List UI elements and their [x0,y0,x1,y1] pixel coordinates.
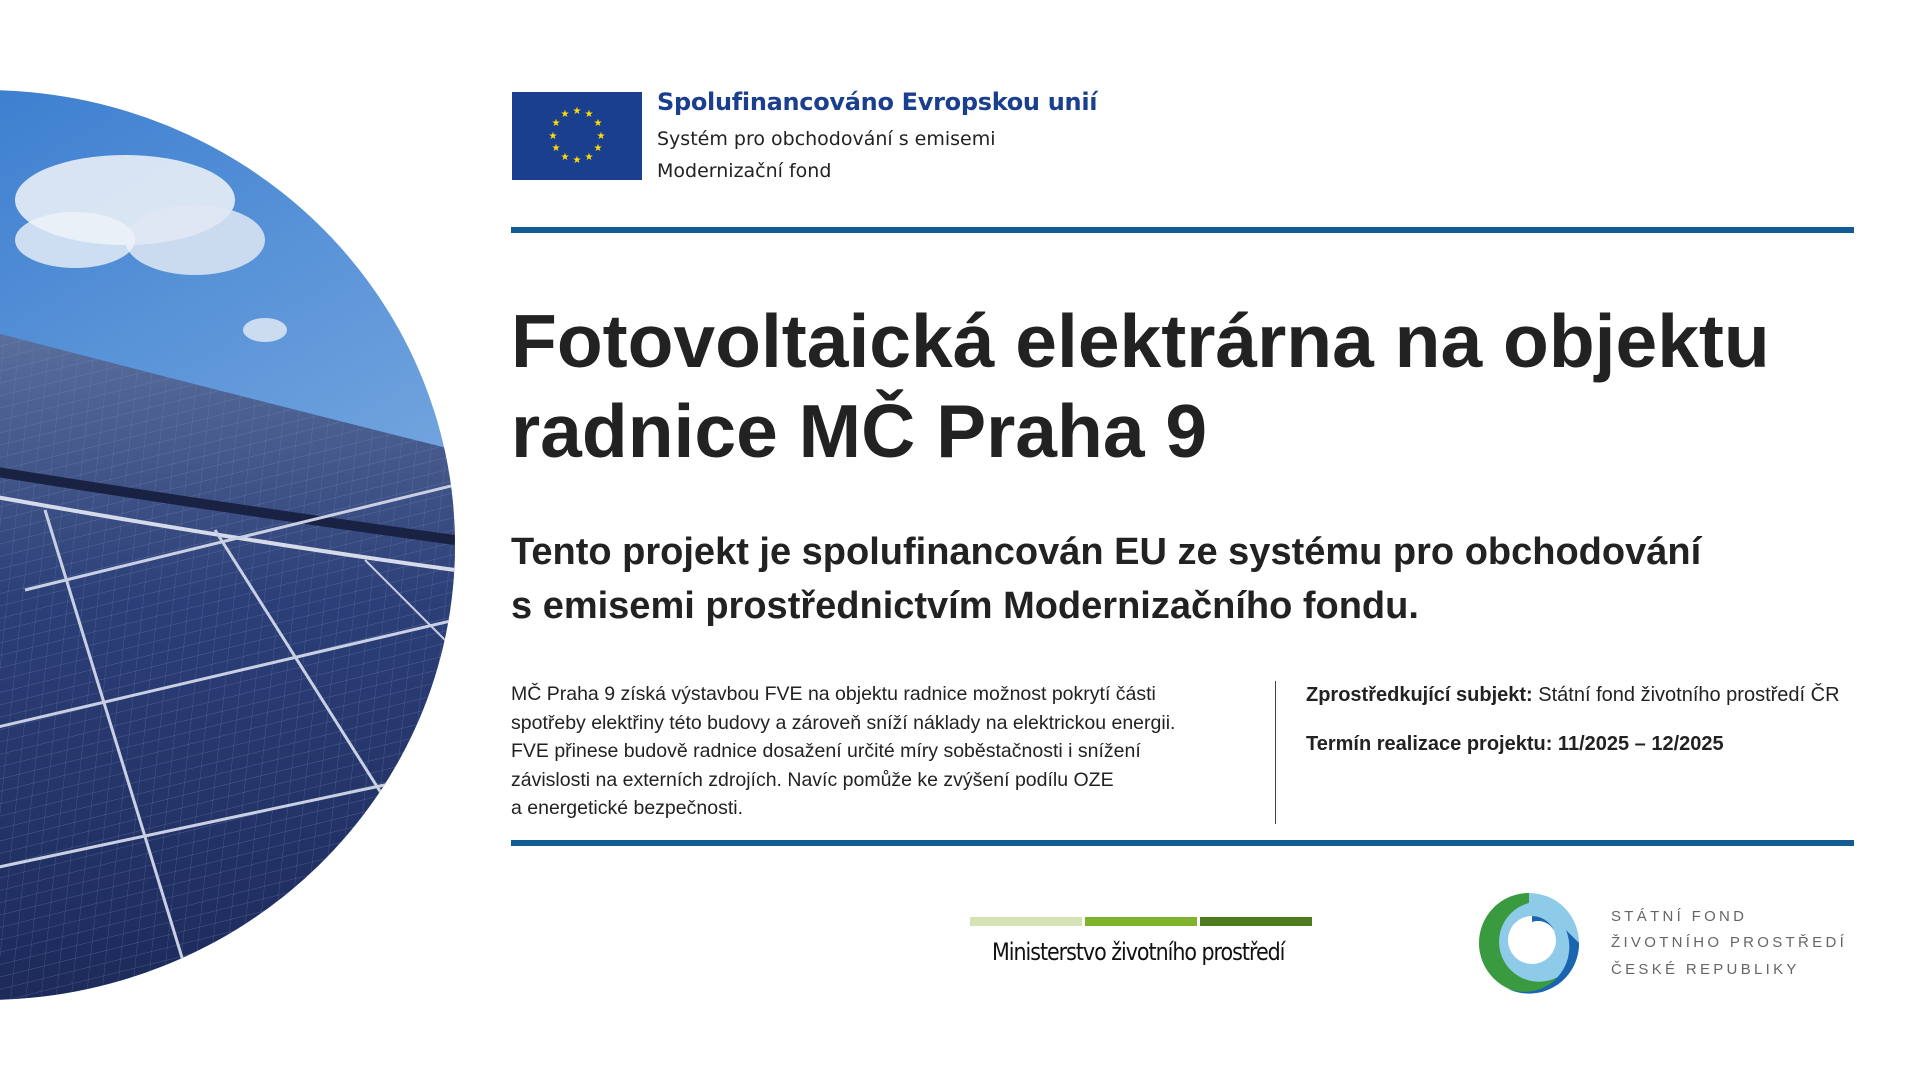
eu-program-line: Systém pro obchodování s emisemi [657,128,996,150]
sfzp-name-line1: STÁTNÍ FOND [1611,908,1748,925]
description-line2: spotřeby elektřiny této budovy a zároveň sníží náklady na elektrickou energii. [511,711,1176,734]
intermediary-value: Státní fond životního prostředí ČR [1538,684,1840,706]
svg-text:★: ★ [572,106,582,117]
svg-text:★: ★ [596,131,606,142]
solar-panels-photo [0,90,455,1000]
bottom-divider [511,840,1854,846]
project-term: Termín realizace projektu: 11/2025 – 12/2025 [1306,733,1724,755]
project-title [511,296,1871,476]
svg-text:★: ★ [584,152,594,163]
funding-statement-line2: s emisemi prostřednictvím Modernizačního fondu. [511,585,1419,627]
ministry-logo-bars [970,917,1312,926]
sfzp-swirl-icon [1476,890,1582,996]
eu-cofinanced-title: Spolufinancováno Evropskou unií [657,88,1098,116]
intermediary-label: Zprostředkující subjekt: [1306,684,1533,706]
funding-statement [511,525,1811,633]
svg-text:★: ★ [584,109,594,120]
description-line3: FVE přinese budově radnice dosažení určité míry soběstačnosti i snížení [511,740,1141,762]
top-divider [511,227,1854,233]
vertical-divider [1275,681,1276,824]
svg-text:★: ★ [560,152,570,163]
description-line4: závislosti na externích zdrojích. Navíc pomůže ke zvýšení podílu OZE [511,768,1114,791]
project-title-line2: radnice MČ Praha 9 [511,389,1208,473]
description-line1: MČ Praha 9 získá výstavbou FVE na objektu radnice možnost pokrytí části [511,683,1156,705]
svg-text:★: ★ [551,143,561,154]
svg-text:★: ★ [593,118,603,129]
sfzp-name-line3: ČESKÉ REPUBLIKY [1611,961,1800,978]
svg-text:★: ★ [593,143,603,154]
eu-flag-icon [512,92,642,180]
project-title-line1: Fotovoltaická elektrárna na objektu [511,299,1770,383]
ministry-logo-text: Ministerstvo životního prostředí [992,938,1285,966]
svg-text:★: ★ [551,118,561,129]
project-description [511,680,1251,823]
description-line5: a energetické bezpečnosti. [511,797,743,819]
svg-text:★: ★ [560,109,570,120]
sfzp-name-line2: ŽIVOTNÍHO PROSTŘEDÍ [1611,934,1848,951]
funding-statement-line1: Tento projekt je spolufinancován EU ze systému pro obchodování [511,531,1702,573]
svg-text:★: ★ [572,155,582,166]
eu-fund-line: Modernizační fond [657,160,832,182]
intermediary-info [1306,684,1840,707]
svg-text:★: ★ [548,131,558,142]
